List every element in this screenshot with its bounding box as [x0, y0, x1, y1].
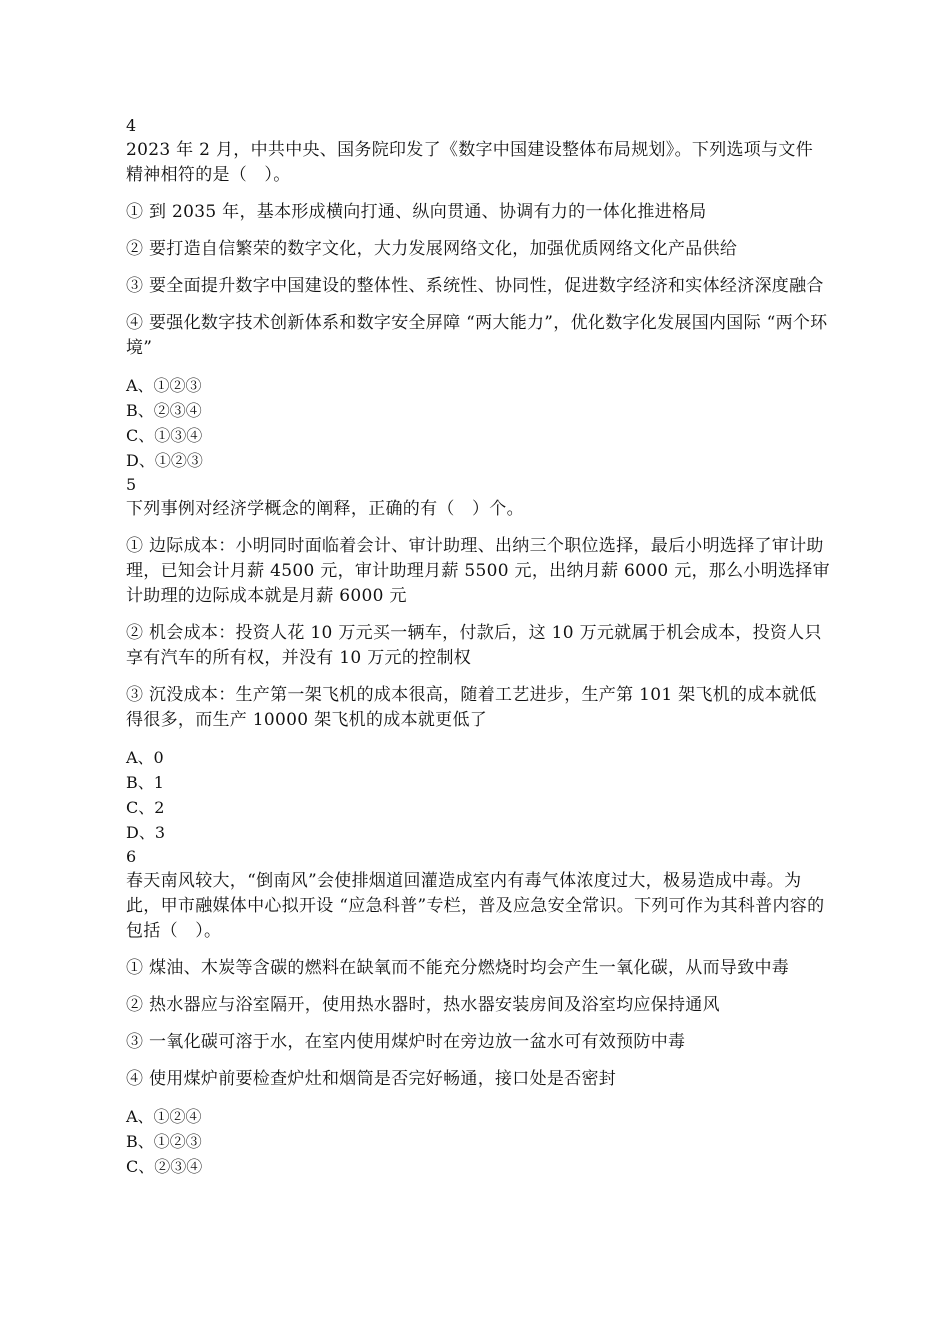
- answer-option-c[interactable]: C、②③④: [126, 1157, 203, 1176]
- question-stem: 下列事例对经济学概念的阐释，正确的有（ ）个。: [126, 499, 524, 519]
- statement-item: ① 边际成本：小明同时面临着会计、审计助理、出纳三个职位选择，最后小明选择了审计助理，已知会计月薪 4500 元，审计助理月薪 5500 元，出纳月薪 6000 元，那么小明选择审计助理的边际成本就是月薪 6000 元: [126, 536, 830, 606]
- statement-item: ② 机会成本：投资人花 10 万元买一辆车，付款后，这 10 万元就属于机会成本，投资人只享有汽车的所有权，并没有 10 万元的控制权: [126, 623, 822, 668]
- statement-item: ② 要打造自信繁荣的数字文化，大力发展网络文化，加强优质网络文化产品供给: [126, 239, 738, 259]
- statement-item: ③ 要全面提升数字中国建设的整体性、系统性、协同性，促进数字经济和实体经济深度融合: [126, 276, 824, 296]
- answer-option-d[interactable]: D、3: [126, 823, 166, 842]
- answer-option-a[interactable]: A、①②④: [126, 1107, 202, 1126]
- answer-option-c[interactable]: C、①③④: [126, 426, 203, 445]
- question-4: [126, 114, 830, 473]
- question-number: 4: [126, 116, 137, 135]
- answer-options: [126, 1104, 830, 1179]
- statement-item: ③ 沉没成本：生产第一架飞机的成本很高，随着工艺进步，生产第 101 架飞机的成本就低得很多，而生产 10000 架飞机的成本就更低了: [126, 685, 817, 730]
- answer-option-a[interactable]: A、0: [126, 748, 164, 767]
- answer-options: [126, 745, 830, 845]
- statement-item: ① 到 2035 年，基本形成横向打通、纵向贯通、协调有力的一体化推进格局: [126, 202, 707, 222]
- question-number: 5: [126, 475, 137, 494]
- answer-options: [126, 373, 830, 473]
- question-stem: 春天南风较大，“倒南风”会使排烟道回灌造成室内有毒气体浓度过大，极易造成中毒。为此，甲市融媒体中心拟开设 “应急科普”专栏，普及应急安全常识。下列可作为其科普内容的包括（ ）。: [126, 871, 825, 941]
- question-5: [126, 473, 830, 845]
- answer-option-d[interactable]: D、①②③: [126, 451, 203, 470]
- statement-item: ④ 使用煤炉前要检查炉灶和烟筒是否完好畅通，接口处是否密封: [126, 1069, 617, 1089]
- question-stem: 2023 年 2 月，中共中央、国务院印发了《数字中国建设整体布局规划》。下列选项与文件精神相符的是（ ）。: [126, 140, 813, 185]
- question-6: [126, 845, 830, 1179]
- answer-option-a[interactable]: A、①②③: [126, 376, 202, 395]
- answer-option-b[interactable]: B、②③④: [126, 401, 202, 420]
- document-page: [126, 114, 830, 1179]
- statement-item: ① 煤油、木炭等含碳的燃料在缺氧而不能充分燃烧时均会产生一氧化碳，从而导致中毒: [126, 958, 790, 978]
- statement-item: ④ 要强化数字技术创新体系和数字安全屏障 “两大能力”，优化数字化发展国内国际 “两个环境”: [126, 313, 828, 358]
- question-number: 6: [126, 847, 137, 866]
- answer-option-b[interactable]: B、1: [126, 773, 164, 792]
- answer-option-c[interactable]: C、2: [126, 798, 165, 817]
- statement-item: ② 热水器应与浴室隔开，使用热水器时，热水器安装房间及浴室均应保持通风: [126, 995, 720, 1015]
- statement-item: ③ 一氧化碳可溶于水，在室内使用煤炉时在旁边放一盆水可有效预防中毒: [126, 1032, 686, 1052]
- answer-option-b[interactable]: B、①②③: [126, 1132, 202, 1151]
